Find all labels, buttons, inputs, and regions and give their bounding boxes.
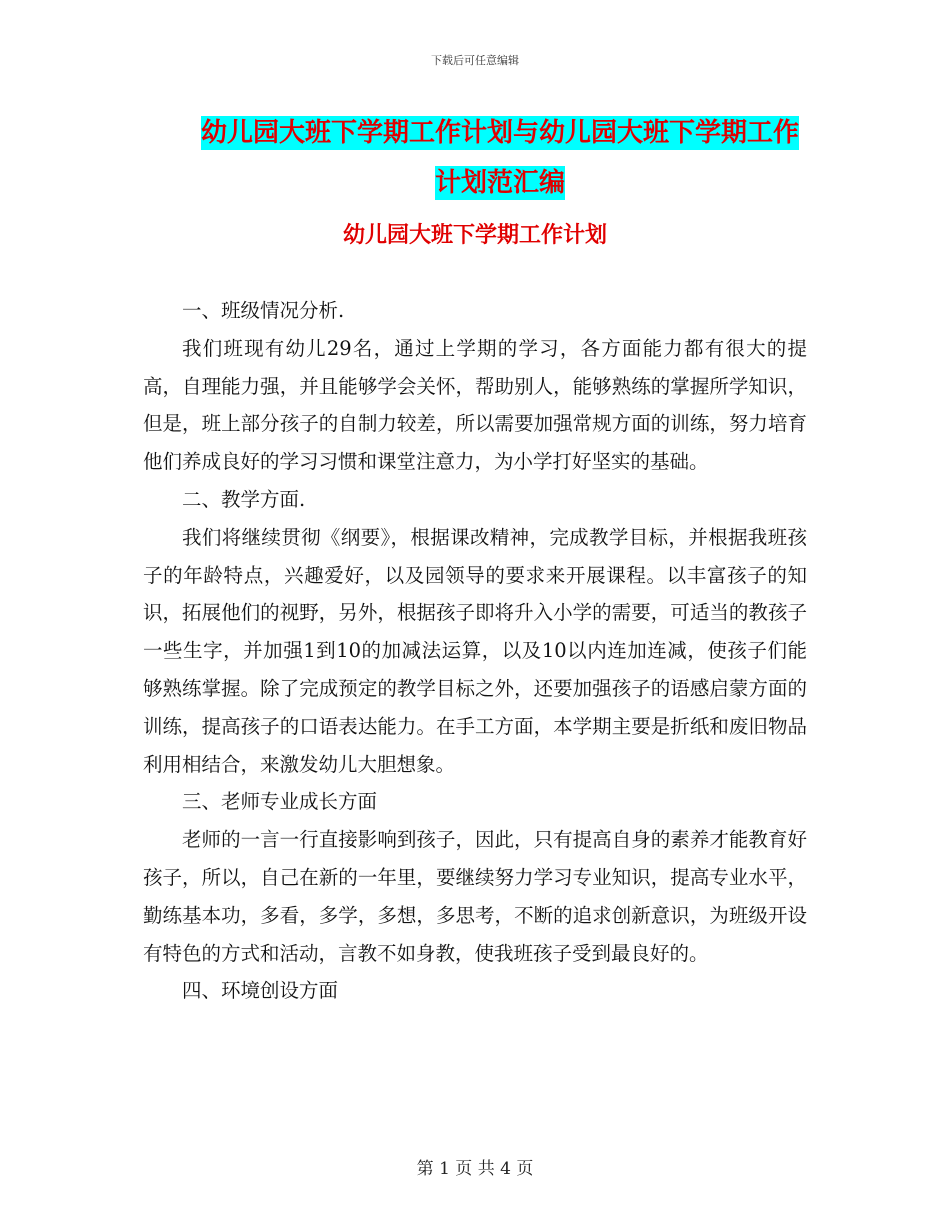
paragraph: 我们将继续贯彻《纲要》，根据课改精神，完成教学目标，并根据我班孩子的年龄特点，兴趣爱好，以及园领导的要求来开展课程。以丰富孩子的知识，拓展他们的视野，另外，根据孩子即将升入小学的需要，可适当的教孩子一些生字，并加强1到10的加减法运算，以及10以内连加连减，使孩子们能够熟练掌握。除了完成预定的教学目标之外，还要加强孩子的语感启蒙方面的训练，提高孩子的口语表达能力。在手工方面，本学期主要是折纸和废旧物品利用相结合，来激发幼儿大胆想象。 bbox=[143, 525, 807, 776]
page-number: 第 1 页 共 4 页 bbox=[416, 1159, 534, 1179]
paragraph: 我们班现有幼儿29名，通过上学期的学习，各方面能力都有很大的提高，自理能力强，并且能够学会关怀，帮助别人，能够熟练的掌握所学知识，但是，班上部分孩子的自制力较差，所以需要加强常规方面的训练，努力培育他们养成良好的学习习惯和课堂注意力，为小学打好坚实的基础。 bbox=[143, 336, 807, 474]
paragraph-heading-3: 三、老师专业成长方面 bbox=[182, 790, 378, 814]
paragraph: 老师的一言一行直接影响到孩子，因此，只有提高自身的素养才能教育好孩子，所以，自己在新的一年里，要继续努力学习专业知识，提高专业水平，勤练基本功，多看，多学，多想，多思考，不断的追求创新意识，为班级开设有特色的方式和活动，言教不如身教，使我班孩子受到最良好的。 bbox=[143, 828, 807, 965]
paragraph-heading-4: 四、环境创设方面 bbox=[182, 979, 339, 1003]
header-note: 下载后可任意编辑 bbox=[431, 54, 519, 67]
section-title: 幼儿园大班下学期工作计划 bbox=[342, 223, 607, 248]
document-title-line-1: 幼儿园大班下学期工作计划与幼儿园大班下学期工作 bbox=[200, 118, 799, 148]
document-title bbox=[150, 108, 850, 208]
body-text bbox=[143, 292, 807, 1010]
document-title-line-2: 计划范汇编 bbox=[434, 168, 565, 198]
paragraph-heading-2: 二、教学方面. bbox=[182, 487, 306, 511]
paragraph-heading-1: 一、班级情况分析. bbox=[182, 299, 345, 322]
